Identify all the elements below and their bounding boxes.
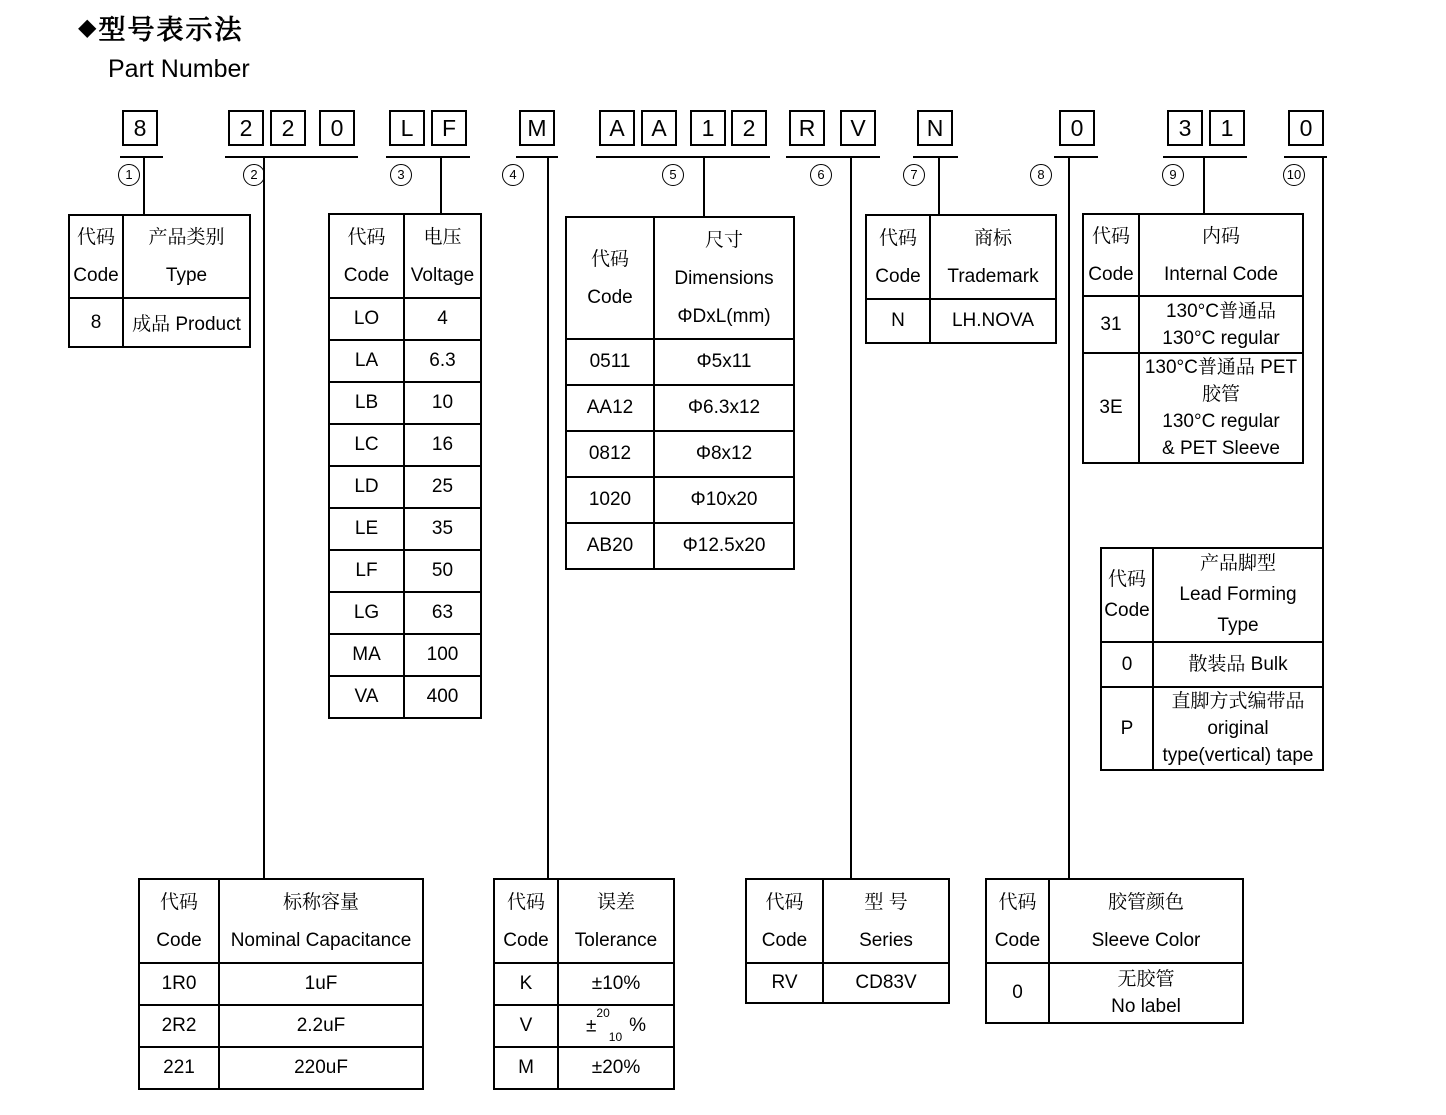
cell-code: P	[1101, 687, 1153, 770]
table-row	[494, 963, 674, 1005]
cell-code: LC	[329, 424, 404, 466]
cell-value: 130°C普通品 130°C regular	[1139, 296, 1303, 353]
table-row	[329, 298, 481, 340]
segment-underline	[1054, 156, 1098, 158]
cell-value: 无胶管 No label	[1049, 963, 1243, 1023]
cell-value: 400	[404, 676, 481, 718]
header-code: 代码 Code	[866, 215, 930, 299]
header-product-type: 产品类别 Type	[123, 215, 250, 298]
cell-value: Φ6.3x12	[654, 385, 794, 431]
table-row	[329, 676, 481, 718]
cell-value: 50	[404, 550, 481, 592]
connector-line-8	[1068, 157, 1070, 878]
part-number-box: L	[389, 110, 425, 146]
section-title	[78, 8, 250, 84]
table-row	[986, 963, 1243, 1023]
table-row	[1083, 296, 1303, 353]
diamond-icon: ◆	[78, 14, 97, 41]
part-number-box: 0	[319, 110, 355, 146]
table-row	[566, 385, 794, 431]
segment-marker-7: 7	[903, 164, 925, 186]
header-code: 代码 Code	[1083, 214, 1139, 296]
part-number-box: M	[519, 110, 555, 146]
cell-value: Φ12.5x20	[654, 523, 794, 569]
cell-value: 2.2uF	[219, 1005, 423, 1047]
cell-value: ±$^{20}_{10}$%	[558, 1005, 674, 1047]
part-number-box: R	[789, 110, 825, 146]
segment-underline	[596, 156, 770, 158]
connector-line-10	[1322, 157, 1324, 547]
connector-line-2	[263, 157, 265, 878]
part-number-box: 8	[122, 110, 158, 146]
cell-code: LO	[329, 298, 404, 340]
table-row	[329, 550, 481, 592]
segment-marker-1: 1	[118, 164, 140, 186]
connector-line-4	[547, 157, 549, 878]
cell-code: 2R2	[139, 1005, 219, 1047]
cell-code: AB20	[566, 523, 654, 569]
cell-code: 221	[139, 1047, 219, 1089]
cell-code: 0812	[566, 431, 654, 477]
cell-value: ±10%	[558, 963, 674, 1005]
table-lead-forming	[1100, 547, 1324, 771]
header-code: 代码 Code	[329, 214, 404, 298]
connector-line-5	[703, 157, 705, 216]
segment-underline	[1163, 156, 1247, 158]
table-voltage	[328, 213, 482, 719]
cell-code: V	[494, 1005, 558, 1047]
table-row	[329, 340, 481, 382]
header-code: 代码 Code	[986, 879, 1049, 963]
segment-marker-3: 3	[390, 164, 412, 186]
cell-value: Φ10x20	[654, 477, 794, 523]
header-series: 型 号 Series	[823, 879, 949, 963]
table-row	[1083, 353, 1303, 463]
connector-line-7	[938, 157, 940, 214]
cell-code: 0	[986, 963, 1049, 1023]
header-code: 代码 Code	[494, 879, 558, 963]
table-row	[329, 424, 481, 466]
cell-code: K	[494, 963, 558, 1005]
cell-code: 0511	[566, 339, 654, 385]
table-row	[566, 431, 794, 477]
header-lead-forming: 产品脚型 Lead Forming Type	[1153, 548, 1323, 642]
table-series	[745, 878, 950, 1004]
header-dimensions: 尺寸 Dimensions ΦDxL(mm)	[654, 217, 794, 339]
cell-value: 1uF	[219, 963, 423, 1005]
table-row	[69, 298, 250, 347]
header-voltage: 电压 Voltage	[404, 214, 481, 298]
cell-code: MA	[329, 634, 404, 676]
table-row	[494, 1047, 674, 1089]
segment-underline	[786, 156, 880, 158]
connector-line-3	[440, 157, 442, 213]
table-row	[139, 1047, 423, 1089]
table-row	[746, 963, 949, 1003]
cell-value: 100	[404, 634, 481, 676]
segment-underline	[913, 156, 958, 158]
part-number-box: F	[431, 110, 467, 146]
cell-code: M	[494, 1047, 558, 1089]
part-number-box: 0	[1059, 110, 1095, 146]
cell-value: 10	[404, 382, 481, 424]
part-number-box: N	[917, 110, 953, 146]
part-number-box: 2	[270, 110, 306, 146]
segment-marker-4: 4	[502, 164, 524, 186]
segment-underline	[120, 156, 163, 158]
connector-line-6	[850, 157, 852, 878]
table-row	[1101, 642, 1323, 687]
cell-code: 8	[69, 298, 123, 347]
cell-code: AA12	[566, 385, 654, 431]
cell-code: LE	[329, 508, 404, 550]
table-tolerance	[493, 878, 675, 1090]
cell-code: LB	[329, 382, 404, 424]
cell-value: 35	[404, 508, 481, 550]
segment-marker-8: 8	[1030, 164, 1052, 186]
header-code: 代码 Code	[1101, 548, 1153, 642]
cell-value: 25	[404, 466, 481, 508]
part-number-box: 0	[1288, 110, 1324, 146]
table-internal-code	[1082, 213, 1304, 464]
cell-value: CD83V	[823, 963, 949, 1003]
part-number-box: V	[840, 110, 876, 146]
cell-value: LH.NOVA	[930, 299, 1056, 343]
table-product-type	[68, 214, 251, 348]
title-english: Part Number	[108, 55, 250, 83]
cell-code: 3E	[1083, 353, 1139, 463]
cell-value: 16	[404, 424, 481, 466]
segment-underline	[386, 156, 470, 158]
title-chinese	[78, 8, 250, 47]
cell-code: N	[866, 299, 930, 343]
header-tolerance: 误差 Tolerance	[558, 879, 674, 963]
table-row	[866, 299, 1056, 343]
table-row	[566, 339, 794, 385]
segment-underline	[225, 156, 358, 158]
table-row	[329, 466, 481, 508]
part-number-box: 1	[1209, 110, 1245, 146]
cell-value: ±20%	[558, 1047, 674, 1089]
cell-code: 31	[1083, 296, 1139, 353]
cell-value: 直脚方式编带品 original type(vertical) tape	[1153, 687, 1323, 770]
cell-value: 成品 Product	[123, 298, 250, 347]
cell-value: 63	[404, 592, 481, 634]
segment-marker-10: 10	[1283, 164, 1305, 186]
header-capacitance: 标称容量 Nominal Capacitance	[219, 879, 423, 963]
cell-value: 6.3	[404, 340, 481, 382]
segment-marker-5: 5	[662, 164, 684, 186]
cell-code: VA	[329, 676, 404, 718]
table-row	[329, 634, 481, 676]
table-row	[566, 477, 794, 523]
table-capacitance	[138, 878, 424, 1090]
cell-code: 1R0	[139, 963, 219, 1005]
part-number-box: 2	[228, 110, 264, 146]
table-sleeve-color	[985, 878, 1244, 1024]
cell-code: LF	[329, 550, 404, 592]
table-row	[139, 963, 423, 1005]
cell-code: RV	[746, 963, 823, 1003]
part-number-box: 2	[731, 110, 767, 146]
table-row	[1101, 687, 1323, 770]
part-number-box: A	[599, 110, 635, 146]
header-internal-code: 内码 Internal Code	[1139, 214, 1303, 296]
segment-marker-9: 9	[1162, 164, 1184, 186]
table-row	[329, 508, 481, 550]
cell-value: Φ5x11	[654, 339, 794, 385]
table-row	[139, 1005, 423, 1047]
header-code: 代码 Code	[746, 879, 823, 963]
table-row	[329, 592, 481, 634]
segment-marker-6: 6	[810, 164, 832, 186]
cell-code: 0	[1101, 642, 1153, 687]
part-number-box: A	[641, 110, 677, 146]
cell-value: 220uF	[219, 1047, 423, 1089]
header-code: 代码 Code	[566, 217, 654, 339]
cell-value: Φ8x12	[654, 431, 794, 477]
cell-value: 4	[404, 298, 481, 340]
cell-value: 散装品 Bulk	[1153, 642, 1323, 687]
table-row	[566, 523, 794, 569]
segment-underline	[1284, 156, 1327, 158]
table-row	[329, 382, 481, 424]
segment-underline	[516, 156, 558, 158]
header-code: 代码 Code	[139, 879, 219, 963]
table-dimensions	[565, 216, 795, 570]
connector-line-1	[143, 157, 145, 214]
part-number-box: 1	[690, 110, 726, 146]
segment-marker-2: 2	[243, 164, 265, 186]
header-code: 代码 Code	[69, 215, 123, 298]
title-cn-text: 型号表示法	[98, 15, 244, 45]
header-sleeve-color: 胶管颜色 Sleeve Color	[1049, 879, 1243, 963]
cell-code: 1020	[566, 477, 654, 523]
connector-line-9	[1203, 157, 1205, 213]
part-number-box: 3	[1167, 110, 1203, 146]
cell-code: LD	[329, 466, 404, 508]
cell-code: LG	[329, 592, 404, 634]
table-trademark	[865, 214, 1057, 344]
table-row	[494, 1005, 674, 1047]
cell-value: 130°C普通品 PET 胶管 130°C regular & PET Sleeve	[1139, 353, 1303, 463]
header-trademark: 商标 Trademark	[930, 215, 1056, 299]
cell-code: LA	[329, 340, 404, 382]
